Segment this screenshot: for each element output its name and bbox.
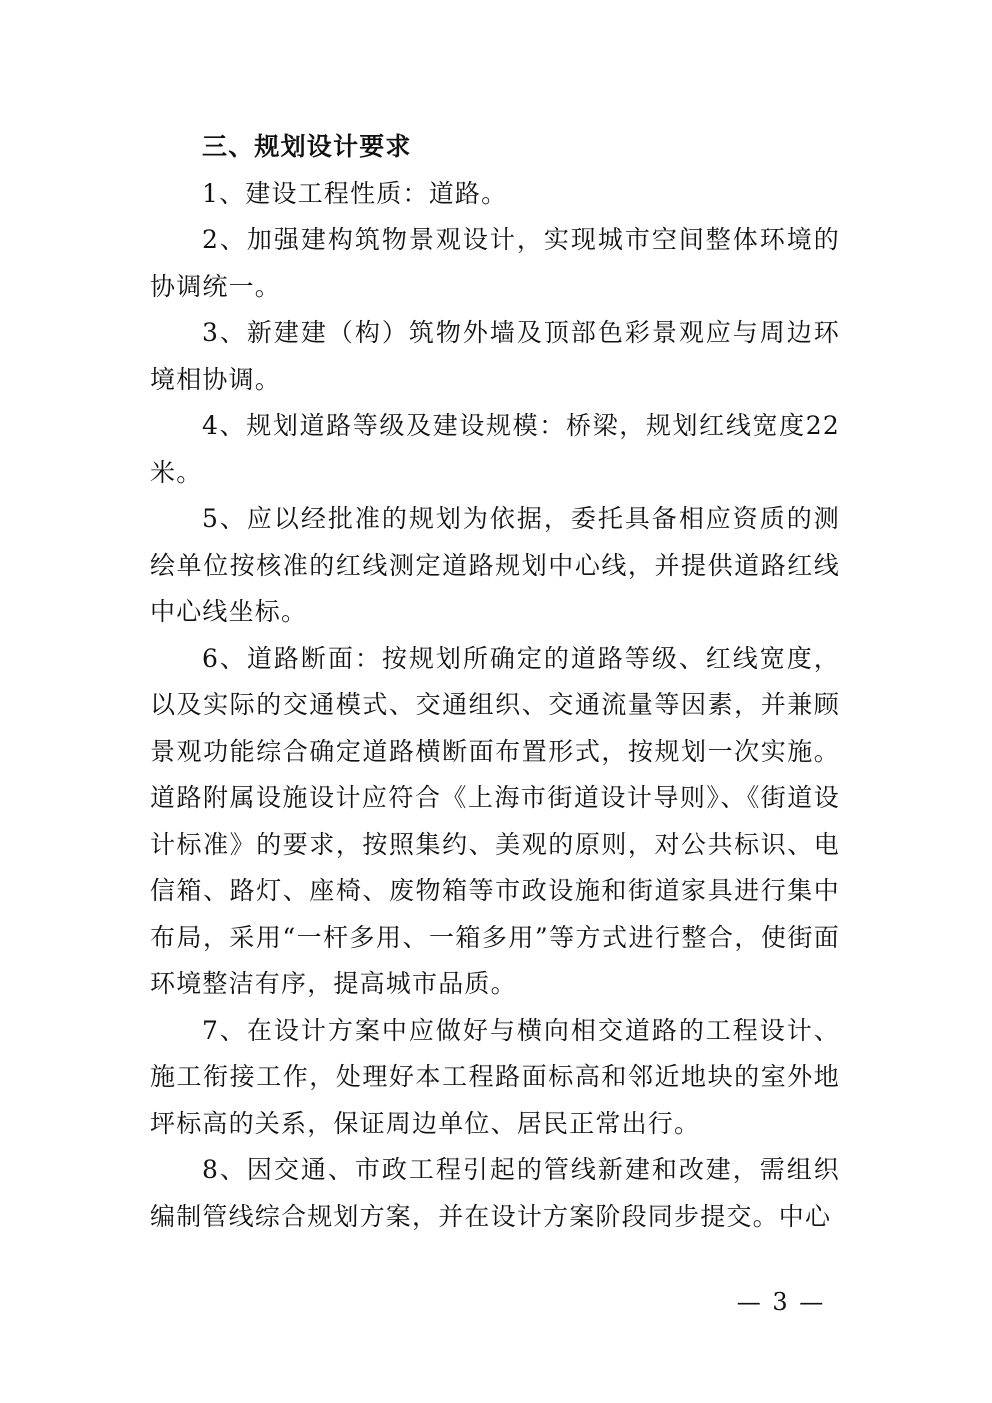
paragraph-1: 1、建设工程性质：道路。 bbox=[202, 178, 508, 208]
page-number: — 3 — bbox=[736, 1288, 826, 1316]
paragraph-7: 7、在设计方案中应做好与横向相交道路的工程设计、施工衔接工作，处理好本工程路面标高和邻近地块的室外地坪标高的关系，保证周边单位、居民正常出行。 bbox=[150, 1015, 840, 1138]
document-body bbox=[150, 124, 840, 1240]
paragraph-3: 3、新建建（构）筑物外墙及顶部色彩景观应与周边环境相协调。 bbox=[150, 318, 840, 394]
paragraph-6: 6、道路断面：按规划所确定的道路等级、红线宽度，以及实际的交通模式、交通组织、交通流量等因素，并兼顾景观功能综合确定道路横断面布置形式，按规划一次实施。道路附属设施设计应符合《上海市街道设计导则》、《街道设计标准》的要求，按照集约、美观的原则，对公共标识、电信箱、路灯、座椅、废物箱等市政设施和街道家具进行集中布局，采用“一杆多用、一箱多用”等方式进行整合，使街面环境整洁有序，提高城市品质。 bbox=[150, 643, 840, 998]
paragraph-2: 2、加强建构筑物景观设计，实现城市空间整体环境的协调统一。 bbox=[150, 225, 840, 301]
paragraph-5: 5、应以经批准的规划为依据，委托具备相应资质的测绘单位按核准的红线测定道路规划中心线，并提供道路红线中心线坐标。 bbox=[150, 504, 840, 626]
paragraph-8: 8、因交通、市政工程引起的管线新建和改建，需组织编制管线综合规划方案，并在设计方案阶段同步提交。中心 bbox=[150, 1155, 840, 1231]
section-heading: 三、规划设计要求 bbox=[202, 132, 412, 161]
paragraph-4: 4、规划道路等级及建设规模：桥梁，规划红线宽度22米。 bbox=[150, 411, 840, 487]
